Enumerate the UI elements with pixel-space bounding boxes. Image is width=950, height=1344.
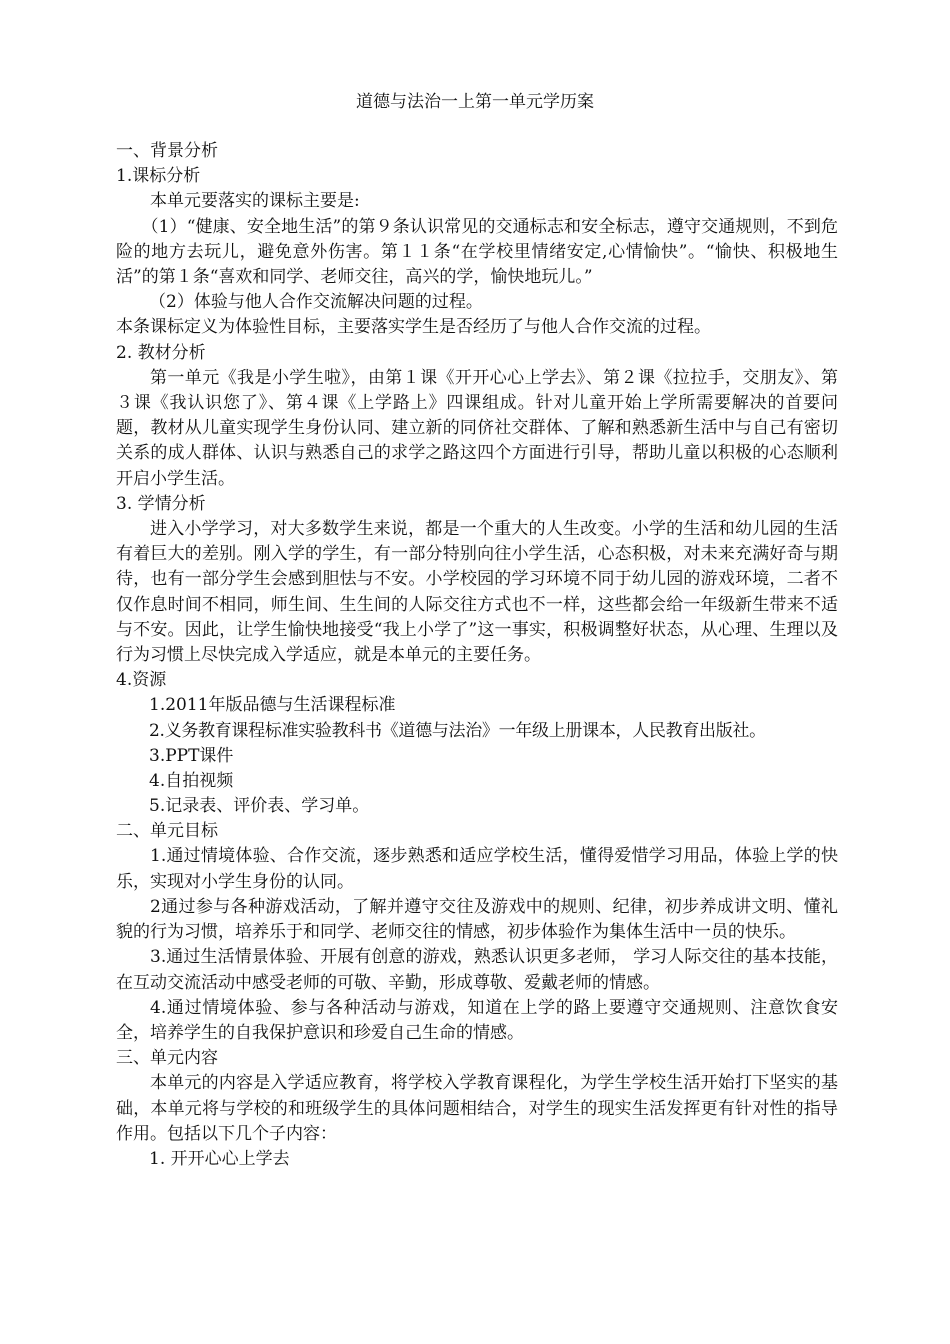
subheading-textbook-analysis: 2. 教材分析 xyxy=(116,342,206,363)
subheading-resources: 4.资源 xyxy=(116,670,167,691)
list-item: 3.PPT课件 xyxy=(149,745,234,766)
paragraph: （2）体验与他人合作交流解决问题的过程。 xyxy=(149,292,483,313)
section-heading-unit-content: 三、单元内容 xyxy=(116,1048,218,1069)
paragraph: 3.通过生活情景体验、开展有创意的游戏，熟悉认识更多老师， 学习人际交往的基本技能，在互动交流活动中感受老师的可敬、辛勤，形成尊敬、爱戴老师的情感。 xyxy=(116,947,838,993)
paragraph: 4.通过情境体验、参与各种活动与游戏，知道在上学的路上要遵守交通规则、注意饮食安全，培养学生的自我保护意识和珍爱自己生命的情感。 xyxy=(116,997,838,1043)
list-item: 1. 开开心心上学去 xyxy=(149,1148,290,1169)
section-heading-background: 一、背景分析 xyxy=(116,141,218,161)
paragraph: 进入小学学习，对大多数学生来说，都是一个重大的人生改变。小学的生活和幼儿园的生活有着巨大的差别。刚入学的学生，有一部分特别向往小学生活，心态积极，对未来充满好奇与期待，也有一部分学生会感到胆怯与不安。小学校园的学习环境不同于幼儿园的游戏环境，二者不仅作息时间不相同，师生间、生生间的人际交往方式也不一样，这些都会给一年级新生带来不适与不安。因此，让学生愉快地接受“我上小学了”这一事实，积极调整好状态，从心理、生理以及行为习惯上尽快完成入学适应，就是本单元的主要任务。 xyxy=(116,518,838,665)
paragraph: 2通过参与各种游戏活动，了解并遵守交往及游戏中的规则、纪律，初步养成讲文明、懂礼貌的行为习惯，培养乐于和同学、老师交往的情感，初步体验作为集体生活中一员的快乐。 xyxy=(116,896,838,943)
paragraph: 本条课标定义为体验性目标，主要落实学生是否经历了与他人合作交流的过程。 xyxy=(116,317,711,338)
list-item: 1.2011年版品德与生活课程标准 xyxy=(149,695,396,716)
paragraph: 本单元要落实的课标主要是: xyxy=(150,191,360,212)
paragraph: 1.通过情境体验、合作交流，逐步熟悉和适应学校生活，懂得爱惜学习用品，体验上学的快乐，实现对小学生身份的认同。 xyxy=(116,846,838,892)
paragraph: （1）“健康、安全地生活”的第９条认识常见的交通标志和安全标志，遵守交通规则，不到危险的地方去玩儿，避免意外伤害。第１１条“在学校里情绪安定,心情愉快”。“愉快、积极地生活”的第１条“喜欢和同学、老师交往，高兴的学，愉快地玩儿。” xyxy=(116,216,838,287)
subheading-curriculum-analysis: 1.课标分析 xyxy=(116,166,201,187)
section-heading-unit-goals: 二、单元目标 xyxy=(116,821,218,842)
list-item: 5.记录表、评价表、学习单。 xyxy=(149,796,370,817)
list-item: 2.义务教育课程标准实验教科书《道德与法治》一年级上册课本，人民教育出版社。 xyxy=(149,720,766,741)
paragraph: 第一单元《我是小学生啦》，由第１课《开开心心上学去》、第２课《拉拉手，交朋友》、第３课《我认识您了》、第４课《上学路上》四课组成。针对儿童开始上学所需要解决的首要问题，教材从儿童实现学生身份认同、建立新的同侪社交群体、了解和熟悉新生活中与自己有密切关系的成人群体、认识与熟悉自己的求学之路这四个方面进行引导，帮助儿童以积极的心态顺利开启小学生活。 xyxy=(116,367,838,489)
document-title: 道德与法治一上第一单元学历案 xyxy=(356,92,594,112)
list-item: 4.自拍视频 xyxy=(149,770,234,791)
document-body xyxy=(116,139,838,1172)
subheading-student-analysis: 3. 学情分析 xyxy=(116,493,206,514)
paragraph: 本单元的内容是入学适应教育，将学校入学教育课程化，为学生学校生活开始打下坚实的基础，本单元将与学校的和班级学生的具体问题相结合，对学生的现实生活发挥更有针对性的指导作用。包括以下几个子内容： xyxy=(116,1073,838,1144)
